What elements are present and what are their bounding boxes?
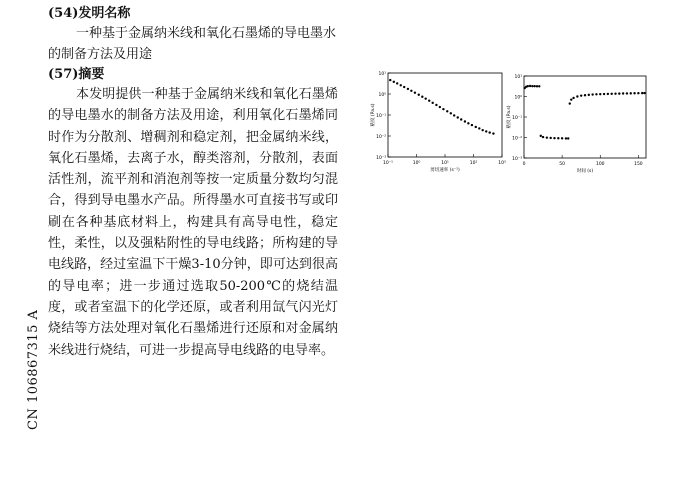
y-tick-label: 10⁻¹	[376, 114, 386, 119]
data-point	[618, 92, 620, 94]
data-point	[400, 84, 402, 86]
data-point	[431, 102, 433, 104]
data-point	[527, 85, 529, 87]
data-point	[421, 96, 423, 98]
chart-viscosity-vs-time	[504, 66, 652, 186]
data-point	[424, 97, 426, 99]
data-point	[467, 122, 469, 124]
x-tick-label: 0	[522, 162, 526, 167]
data-point	[485, 130, 487, 132]
data-point	[538, 85, 540, 87]
chart-0-svg	[368, 66, 508, 186]
x-tick-label: 10²	[469, 161, 478, 166]
data-point	[460, 118, 462, 120]
data-point	[630, 92, 632, 94]
x-tick-label: 10⁰	[412, 161, 421, 166]
data-point	[396, 82, 398, 84]
x-tick-label: 10¹	[441, 161, 449, 166]
data-point	[428, 99, 430, 101]
section-57-label: (57)	[48, 67, 79, 82]
y-tick-label: 10¹	[514, 75, 522, 80]
data-point	[595, 93, 597, 95]
y-tick-label: 10⁰	[378, 93, 386, 98]
data-point	[614, 92, 616, 94]
section-54-label: (54)	[48, 6, 79, 21]
data-point	[588, 94, 590, 96]
data-point	[418, 94, 420, 96]
data-point	[533, 85, 535, 87]
data-point	[580, 94, 582, 96]
publication-number: CN 106867315 A	[26, 309, 41, 430]
section-57-heading	[48, 65, 338, 84]
data-point	[478, 127, 480, 129]
x-tick-label: 150	[634, 162, 643, 167]
data-point	[584, 94, 586, 96]
data-point	[453, 114, 455, 116]
data-point	[561, 137, 563, 139]
data-point	[442, 108, 444, 110]
y-tick-label: 10⁻¹	[512, 116, 522, 121]
data-point	[536, 85, 538, 87]
data-point	[540, 135, 542, 137]
data-point	[641, 92, 643, 94]
x-tick-label: 10³	[498, 161, 506, 166]
data-point	[626, 92, 628, 94]
data-point	[576, 95, 578, 97]
data-point	[572, 97, 574, 99]
data-point	[557, 137, 559, 139]
data-point	[610, 93, 612, 95]
data-point	[542, 136, 544, 138]
section-54-title: 发明名称	[78, 6, 131, 21]
data-point	[464, 120, 466, 122]
chart-1-svg	[504, 66, 652, 186]
data-point	[414, 92, 416, 94]
x-axis-label: 时间 (s)	[576, 169, 594, 174]
y-tick-label: 10⁻³	[376, 156, 386, 161]
data-point	[549, 137, 551, 139]
data-point	[637, 92, 639, 94]
data-point	[471, 124, 473, 126]
data-point	[591, 93, 593, 95]
data-point	[546, 136, 548, 138]
data-point	[410, 90, 412, 92]
plot-frame	[388, 73, 502, 157]
data-point	[488, 131, 490, 133]
data-point	[599, 93, 601, 95]
section-57-title: 摘要	[78, 67, 105, 82]
data-point	[567, 137, 569, 139]
y-tick-label: 10⁻²	[512, 136, 522, 142]
data-point	[439, 106, 441, 108]
data-point	[481, 129, 483, 131]
chart-viscosity-vs-shear-rate	[368, 66, 508, 186]
data-point	[569, 102, 571, 104]
data-point	[565, 137, 567, 139]
y-tick-label: 10⁻²	[376, 135, 386, 140]
data-point	[475, 126, 477, 128]
text-column	[48, 4, 338, 361]
data-point	[603, 93, 605, 95]
data-point	[457, 116, 459, 118]
y-axis-label: 粘度 (Pa.s)	[371, 103, 376, 127]
abstract-text: 本发明提供一种基于金属纳米线和氧化石墨烯的导电墨水的制备方法及用途，利用氧化石墨烯同时作为分散剂、增稠剂和稳定剂，把金属纳米线，氧化石墨烯，去离子水，醇类溶剂，分散剂，表面活性剂，流平剂和消泡剂等按一定质量分数均匀混合，得到导电墨水产品。所得墨水可直接书写或印刷在各种基底材料上，构建具有高导电性，稳定性，柔性，以及强粘附性的导电线路；所构建的导电线路，经过室温下干燥3-10分钟，即可达到很高的导电率；进一步通过选取50-200℃的烧结温度，或者室温下的化学还原，或者利用氙气闪光灯烧结等方法处理对氧化石墨烯进行还原和对金属纳米线进行烧结，可进一步提高导电线路的电导率。	[48, 87, 338, 358]
data-point	[643, 92, 645, 94]
x-tick-label: 50	[559, 162, 565, 167]
x-tick-label: 100	[595, 162, 605, 167]
data-point	[553, 137, 555, 139]
y-tick-label: 10¹	[378, 72, 386, 77]
y-axis-label: 粘度 (Pa.s)	[507, 105, 512, 129]
invention-title: 一种基于金属纳米线和氧化石墨烯的导电墨水的制备方法及用途	[48, 26, 337, 62]
x-tick-label: 10⁻¹	[383, 161, 393, 166]
data-point	[492, 132, 494, 134]
data-point	[529, 85, 531, 87]
data-point	[633, 92, 635, 94]
data-point	[622, 92, 624, 94]
data-point	[450, 112, 452, 114]
section-54-heading	[48, 4, 338, 23]
data-point	[531, 85, 533, 87]
x-axis-label: 剪切速率 (s⁻¹)	[430, 168, 460, 173]
data-point	[393, 81, 395, 83]
plot-frame	[524, 76, 646, 158]
data-point	[403, 86, 405, 88]
data-point	[435, 104, 437, 106]
y-tick-label: 10⁻³	[512, 157, 522, 162]
y-tick-label: 10⁰	[514, 95, 522, 101]
data-point	[607, 93, 609, 95]
data-point	[389, 79, 391, 81]
data-point	[570, 98, 572, 100]
data-point	[407, 88, 409, 90]
data-point	[446, 110, 448, 112]
